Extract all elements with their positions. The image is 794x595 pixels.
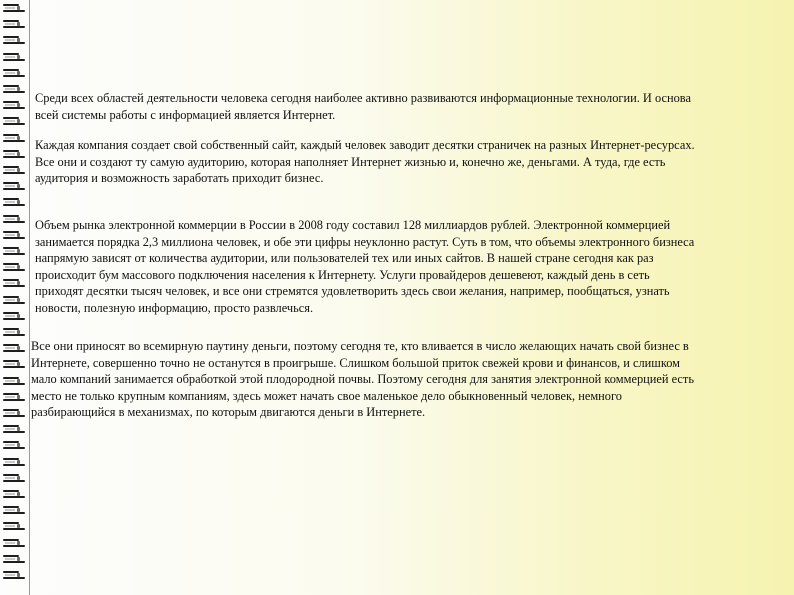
paragraph-audience: Каждая компания создает свой собственный сайт, каждый человек заводит десятки страничек на разных Интернет-ресурсах. Все они и создают ту самую аудиторию, которая наполняет Интернет жизнью и, конечно же, деньгами. А туда, где есть аудитория и возможность заработать приходит бизнес.	[35, 138, 695, 186]
paragraph-opportunity: Все они приносят во всемирную паутину деньги, поэтому сегодня те, кто вливается в число желающих начать свой бизнес в Интернете, совершенно точно не останутся в проигрыше. Слишком большой приток свежей крови и финансов, и слишком мало компаний занимается обработкой этой плодородной почвы. Поэтому сегодня для занятия электронной коммерцией есть место не только крупным компаниям, здесь может начать свое маленькое дело обыкновенный человек, немного разбирающийся в механизмах, по которым двигаются деньги в Интернете.	[31, 339, 694, 420]
paragraph-intro: Среди всех областей деятельности человека сегодня наиболее активно развиваются информационные технологии. И основа всей системы работы с информацией является Интернет.	[35, 91, 691, 122]
paragraph-market: Объем рынка электронной коммерции в России в 2008 году составил 128 миллиардов рублей. Электронной коммерцией занимается порядка 2,3 миллиона человек, и обе эти цифры неуклонно растут. Суть в том, что объемы электронного бизнеса напрямую зависят от количества аудитории, или пользователей тех или иных сайтов. В нашей стране сегодня как раз происходит бум массового подключения населения к Интернету. Услуги провайдеров дешевеют, каждый день в сеть приходят десятки тысяч человек, и все они стремятся удовлетворить здесь свои желания, например, пообщаться, узнать новости, полезную информацию, просто развлечься.	[35, 218, 695, 315]
